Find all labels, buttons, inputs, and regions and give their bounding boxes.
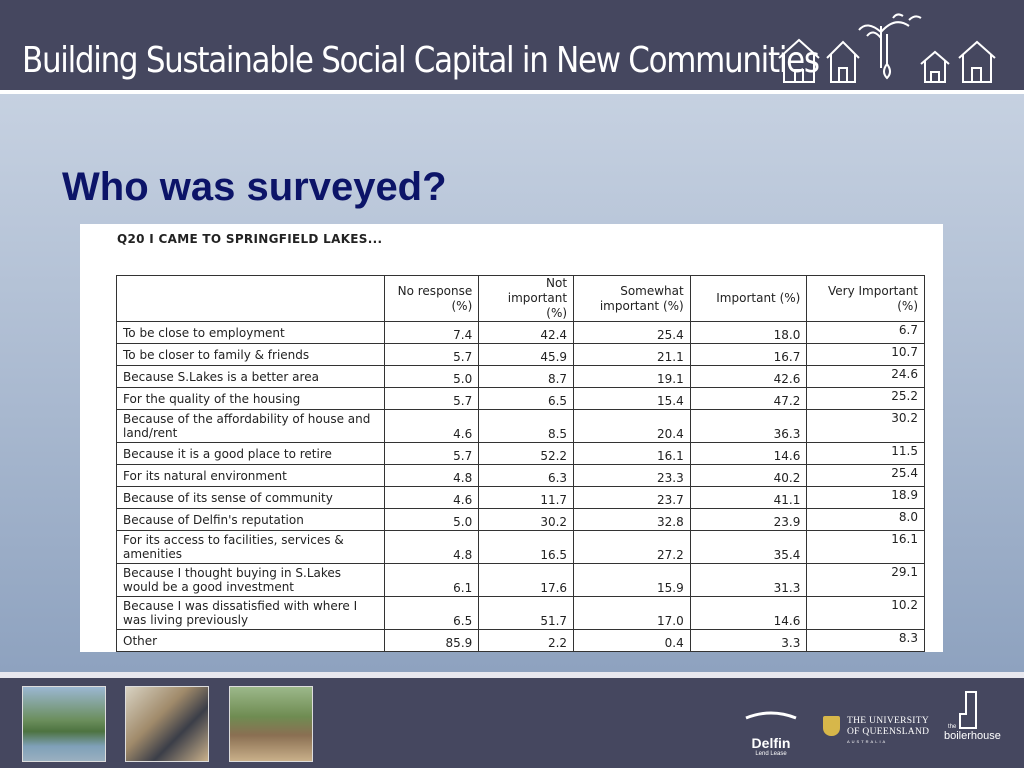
row-value: 32.8 xyxy=(574,509,691,531)
row-label: Because I thought buying in S.Lakes would be a good investment xyxy=(117,564,385,597)
table-row xyxy=(117,344,925,366)
houses-logo-icon xyxy=(775,8,1000,88)
row-value: 25.4 xyxy=(574,322,691,344)
row-value: 6.3 xyxy=(479,465,574,487)
row-value: 14.6 xyxy=(690,597,807,630)
row-value: 10.7 xyxy=(807,344,925,366)
uq-crest-icon xyxy=(823,716,840,736)
row-value: 16.1 xyxy=(574,443,691,465)
row-value: 14.6 xyxy=(690,443,807,465)
row-value: 47.2 xyxy=(690,388,807,410)
delfin-logo xyxy=(742,707,800,757)
row-label: Because of the affordability of house and land/rent xyxy=(117,410,385,443)
row-label: To be close to employment xyxy=(117,322,385,344)
row-label: Because of Delfin's reputation xyxy=(117,509,385,531)
table-row xyxy=(117,531,925,564)
survey-table xyxy=(116,275,925,652)
row-value: 8.3 xyxy=(807,630,925,652)
row-value: 25.2 xyxy=(807,388,925,410)
row-value: 18.9 xyxy=(807,487,925,509)
row-label: For the quality of the housing xyxy=(117,388,385,410)
slide-title: Who was surveyed? xyxy=(62,165,447,209)
row-value: 7.4 xyxy=(384,322,479,344)
row-label: To be closer to family & friends xyxy=(117,344,385,366)
row-value: 23.7 xyxy=(574,487,691,509)
uq-logo-line1: THE UNIVERSITY xyxy=(847,716,930,726)
row-value: 18.0 xyxy=(690,322,807,344)
boilerhouse-text: boilerhouse xyxy=(944,730,1001,742)
row-value: 15.4 xyxy=(574,388,691,410)
table-row xyxy=(117,564,925,597)
row-value: 16.1 xyxy=(807,531,925,564)
row-value: 31.3 xyxy=(690,564,807,597)
row-value: 2.2 xyxy=(479,630,574,652)
row-value: 17.6 xyxy=(479,564,574,597)
row-value: 6.5 xyxy=(384,597,479,630)
row-value: 52.2 xyxy=(479,443,574,465)
row-value: 16.7 xyxy=(690,344,807,366)
row-value: 35.4 xyxy=(690,531,807,564)
row-value: 8.7 xyxy=(479,366,574,388)
uq-logo-line2: OF QUEENSLAND xyxy=(847,727,930,737)
question-heading: Q20 I CAME TO SPRINGFIELD LAKES... xyxy=(117,232,383,246)
table-row xyxy=(117,487,925,509)
delfin-swoosh-icon xyxy=(742,710,800,720)
table-row xyxy=(117,465,925,487)
row-value: 17.0 xyxy=(574,597,691,630)
row-value: 11.5 xyxy=(807,443,925,465)
table-row xyxy=(117,443,925,465)
row-value: 4.6 xyxy=(384,487,479,509)
row-value: 16.5 xyxy=(479,531,574,564)
row-value: 3.3 xyxy=(690,630,807,652)
row-value: 5.7 xyxy=(384,344,479,366)
row-value: 4.8 xyxy=(384,465,479,487)
row-value: 20.4 xyxy=(574,410,691,443)
row-label: Because I was dissatisfied with where I was living previously xyxy=(117,597,385,630)
row-value: 5.0 xyxy=(384,509,479,531)
table-body xyxy=(117,322,925,652)
row-value: 45.9 xyxy=(479,344,574,366)
row-label: For its natural environment xyxy=(117,465,385,487)
row-value: 6.5 xyxy=(479,388,574,410)
table-row xyxy=(117,630,925,652)
column-header: Important (%) xyxy=(690,276,807,322)
row-value: 23.3 xyxy=(574,465,691,487)
row-value: 51.7 xyxy=(479,597,574,630)
survey-table-panel xyxy=(80,224,943,652)
table-row xyxy=(117,597,925,630)
row-value: 8.0 xyxy=(807,509,925,531)
uq-logo-text xyxy=(847,716,929,738)
table-row xyxy=(117,509,925,531)
row-label: Because S.Lakes is a better area xyxy=(117,366,385,388)
row-value: 0.4 xyxy=(574,630,691,652)
row-value: 10.2 xyxy=(807,597,925,630)
row-value: 29.1 xyxy=(807,564,925,597)
row-value: 40.2 xyxy=(690,465,807,487)
row-value: 6.1 xyxy=(384,564,479,597)
row-value: 19.1 xyxy=(574,366,691,388)
row-value: 8.5 xyxy=(479,410,574,443)
row-value: 36.3 xyxy=(690,410,807,443)
community-group-photo xyxy=(229,686,313,762)
uq-logo-subtext: AUSTRALIA xyxy=(847,739,888,744)
chimney-icon xyxy=(954,690,994,730)
banner-title: Building Sustainable Social Capital in New Communities xyxy=(22,40,819,81)
row-value: 42.6 xyxy=(690,366,807,388)
table-row xyxy=(117,322,925,344)
table-row xyxy=(117,366,925,388)
footer-divider xyxy=(0,672,1024,678)
column-header: Somewhat important (%) xyxy=(574,276,691,322)
row-value: 25.4 xyxy=(807,465,925,487)
students-computer-photo xyxy=(125,686,209,762)
boilerhouse-the-text: the xyxy=(948,724,957,730)
row-value: 5.7 xyxy=(384,443,479,465)
header-blank-cell xyxy=(117,276,385,322)
park-lake-photo xyxy=(22,686,106,762)
row-value: 4.6 xyxy=(384,410,479,443)
delfin-logo-text: Delfin xyxy=(751,735,791,751)
row-label: Other xyxy=(117,630,385,652)
row-value: 30.2 xyxy=(807,410,925,443)
row-value: 21.1 xyxy=(574,344,691,366)
row-value: 85.9 xyxy=(384,630,479,652)
table-row xyxy=(117,388,925,410)
row-value: 5.7 xyxy=(384,388,479,410)
delfin-logo-subtext: Lend Lease xyxy=(755,751,787,757)
row-label: For its access to facilities, services & amenities xyxy=(117,531,385,564)
row-value: 27.2 xyxy=(574,531,691,564)
table-row xyxy=(117,410,925,443)
row-value: 4.8 xyxy=(384,531,479,564)
row-value: 23.9 xyxy=(690,509,807,531)
row-value: 6.7 xyxy=(807,322,925,344)
row-value: 15.9 xyxy=(574,564,691,597)
column-header: No response (%) xyxy=(384,276,479,322)
row-value: 5.0 xyxy=(384,366,479,388)
row-label: Because it is a good place to retire xyxy=(117,443,385,465)
row-value: 41.1 xyxy=(690,487,807,509)
row-value: 11.7 xyxy=(479,487,574,509)
column-header: Very Important (%) xyxy=(807,276,925,322)
row-value: 24.6 xyxy=(807,366,925,388)
column-header: Not important (%) xyxy=(479,276,574,322)
row-value: 30.2 xyxy=(479,509,574,531)
row-value: 42.4 xyxy=(479,322,574,344)
row-label: Because of its sense of community xyxy=(117,487,385,509)
table-header-row xyxy=(117,276,925,322)
